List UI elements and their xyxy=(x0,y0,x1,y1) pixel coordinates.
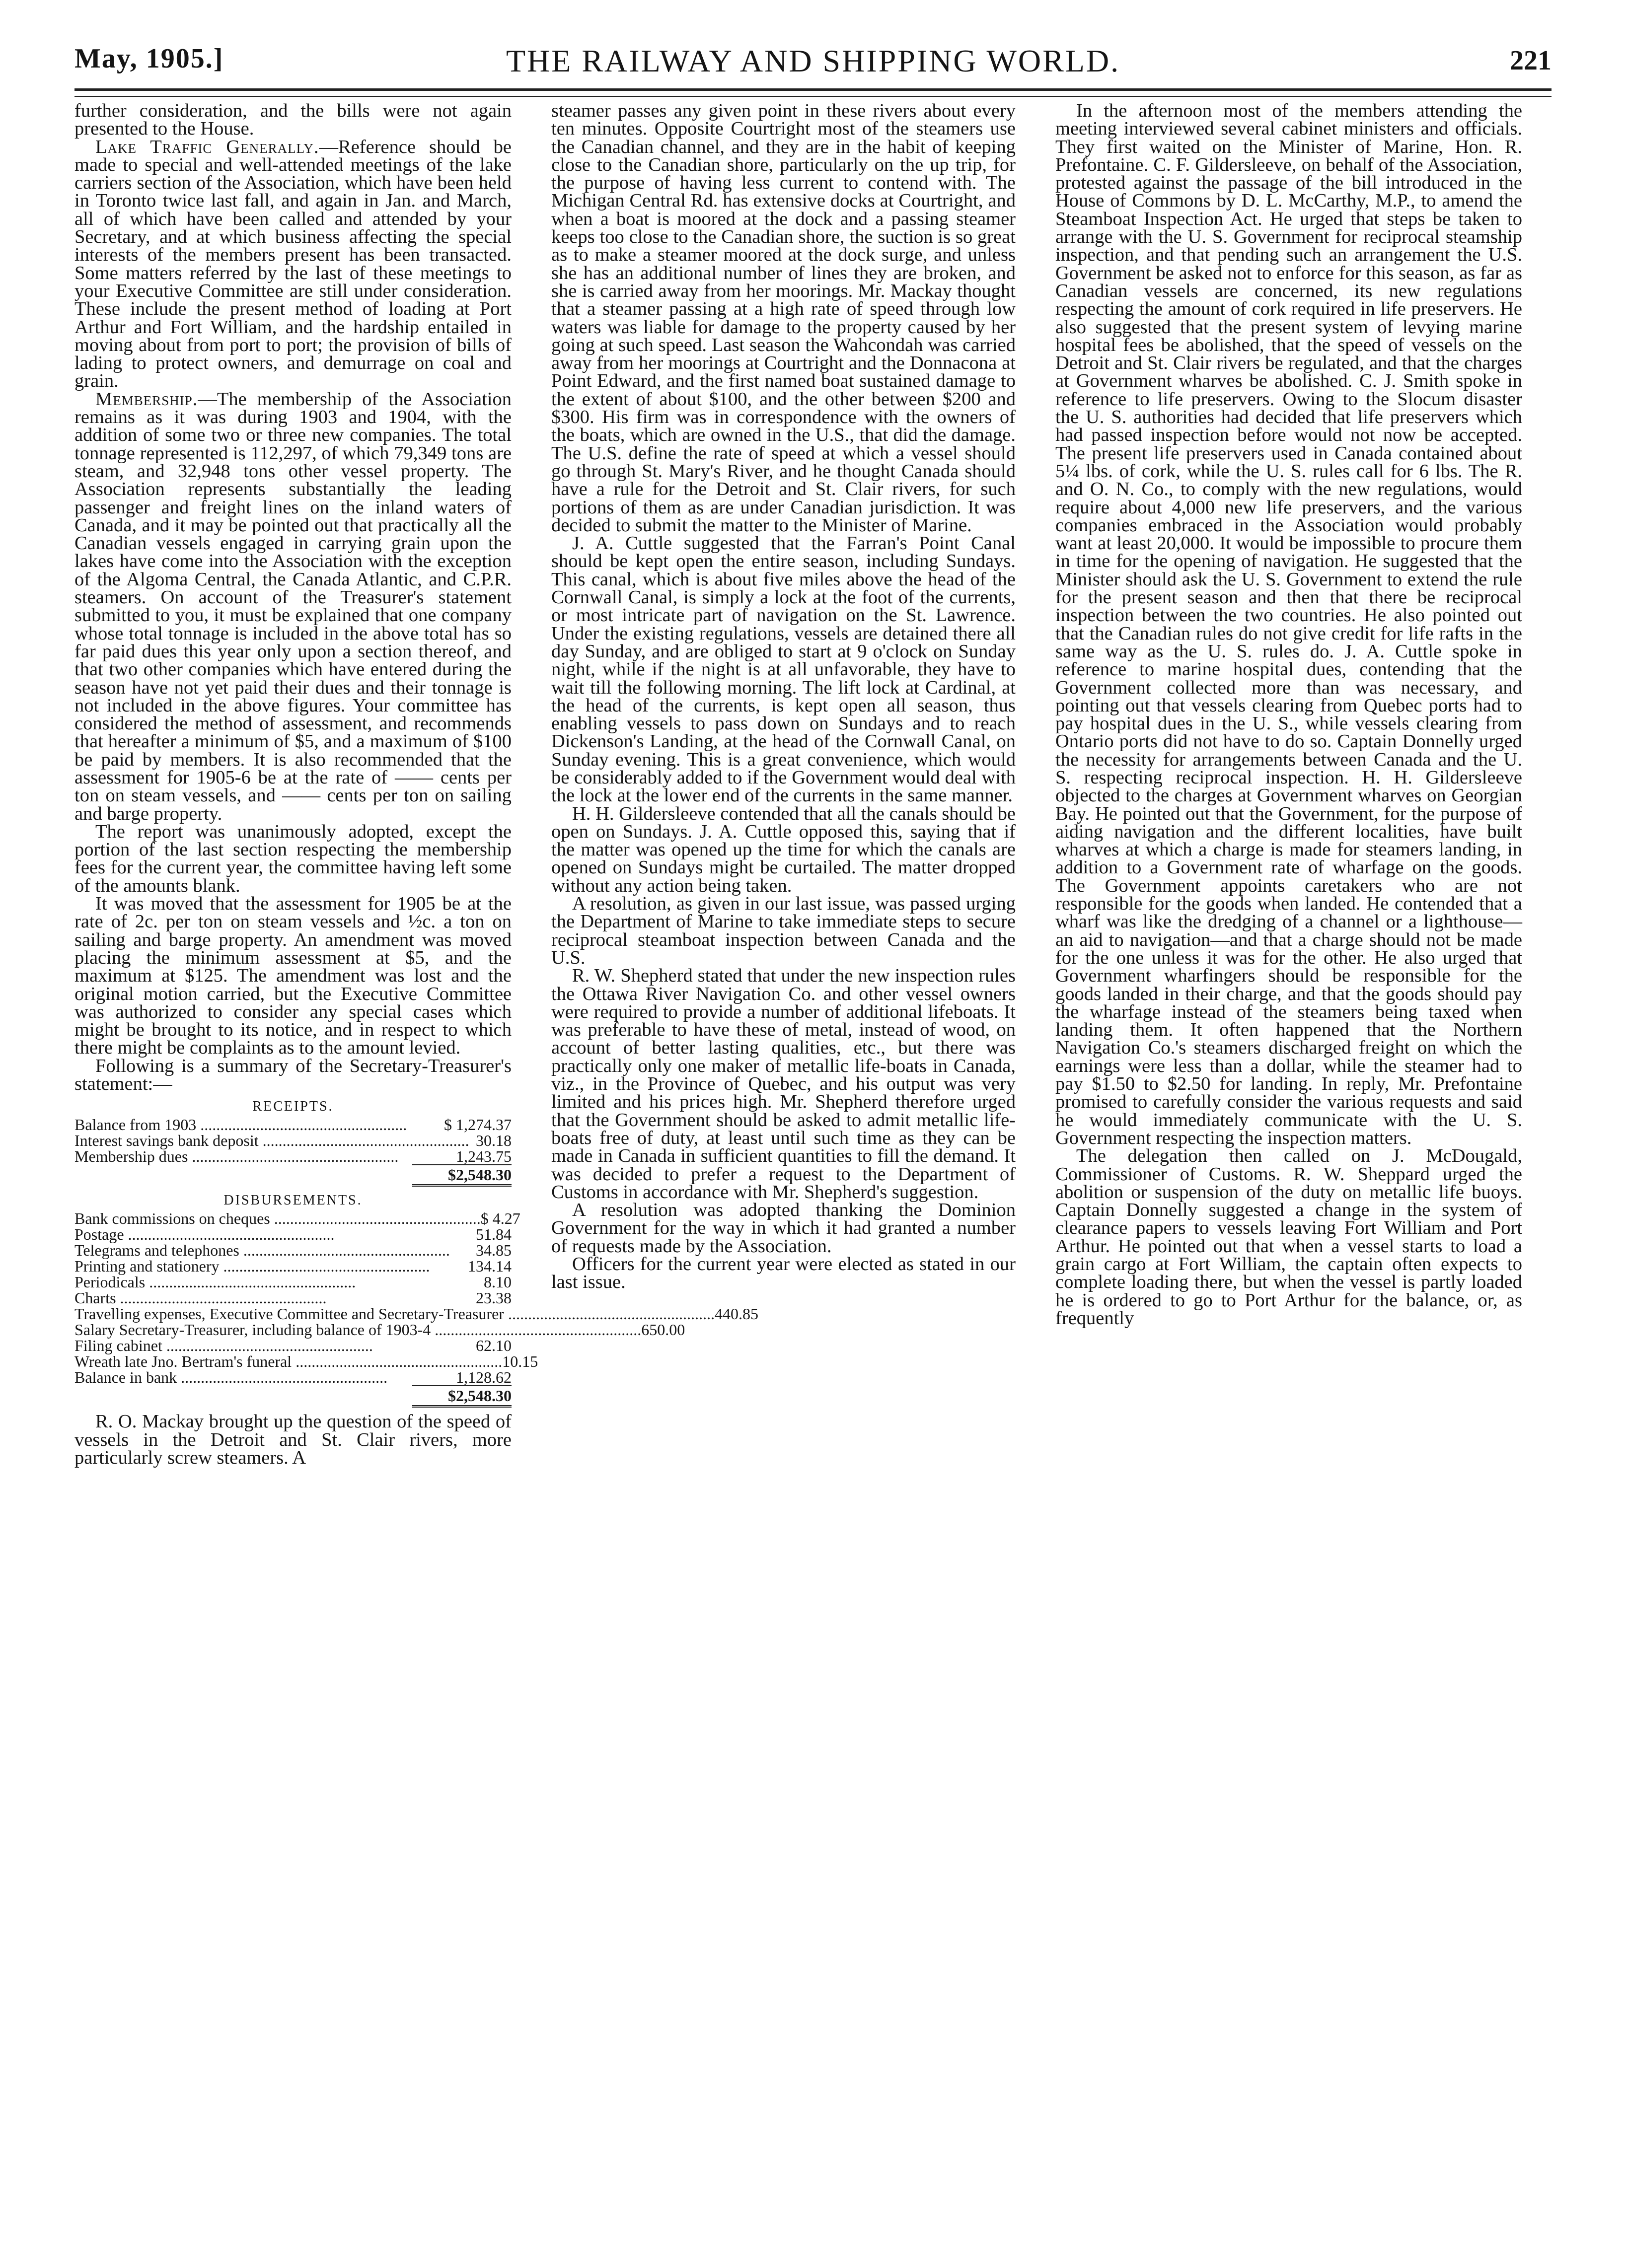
item-amount: 34.85 xyxy=(476,1241,512,1260)
section-heading: Membership. xyxy=(95,388,198,410)
paragraph-text: —Reference should be made to special and well-attended meetings of the lake carriers section of the Association, which have been held in Toronto twice last fall, and again in Jan. and March, all of which have been called and attended by your Secretary, and at which business affecting the special interests of the members present has been transacted. Some matters referred by the last of these meetings to your Executive Committee are still under consideration. These include the present method of loading at Port Arthur and Fort William, and the hardship entailed in moving about from port to port; the provision of bills of lading to protect owners, and demurrage on coal and grain. xyxy=(74,136,512,392)
paragraph: Following is a summary of the Secretary-Treasurer's statement:— xyxy=(74,1055,512,1095)
header-rule-thick xyxy=(74,88,1552,91)
publication-title: THE RAILWAY AND SHIPPING WORLD. xyxy=(506,43,1120,78)
table-row xyxy=(74,1352,538,1371)
paragraph: It was moved that the assessment for 1905 be at the rate of 2c. per ton on steam vessels and ½c. a ton on sailing and barge property. An amendment was moved placing the minimum assessment at $5, and the maximum at $125. The amendment was lost and the original motion carried, but the Executive Committee was authorized to consider any special cases which might be brought to its notice, and in respect to which there might be complaints as to the amount levied. xyxy=(74,893,512,1059)
table-row xyxy=(74,1242,512,1258)
paragraph: steamer passes any given point in these rivers about every ten minutes. Opposite Courtright most of the steamers use the Canadian channel, and they are in the habit of keeping close to the Canadian shore, particularly on the up trip, for the purpose of having less current to contend with. The Michigan Central Rd. has extensive docks at Courtright, and when a boat is moored at the dock and a passing steamer keeps too close to the Canadian shore, the suction is so great as to make a steamer moored at the dock surge, and unless she has an additional number of lines they are broken, and she is carried away from her moorings. Mr. Mackay thought that a steamer passing at a high rate of speed through low waters was liable for damage to the property caused by her going at such speed. Last season the Wahcondah was carried away from her moorings at Courtright and the Donnacona at Point Edward, and the first named boat sustained damage to the extent of about $100, and the other between $200 and $300. His firm was in correspondence with the owners of the boats, which are owned in the U.S., that did the damage. The U.S. define the rate of speed at which a vessel should go through St. Mary's River, and he thought Canada should have a rule for the Detroit and St. Clair rivers, for such portions of them as are under Canadian jurisdiction. It was decided to submit the matter to the Minister of Marine. xyxy=(551,100,1016,536)
treasurer-statement xyxy=(74,1099,758,1408)
header-rule-thin xyxy=(74,96,1552,97)
paragraph: A resolution was adopted thanking the Dominion Government for the way in which it had granted a number of requests made by the Association. xyxy=(551,1200,1016,1257)
table-row xyxy=(74,1148,512,1164)
item-label: Bank commissions on cheques ..... xyxy=(74,1210,481,1226)
item-amount: 51.84 xyxy=(476,1225,512,1244)
item-label: Postage ..... xyxy=(74,1226,417,1242)
item-label: Salary Secretary-Treasurer, including balance of 1903-4 ..... xyxy=(74,1322,641,1338)
disbursements-heading: DISBURSEMENTS. xyxy=(223,1193,363,1208)
receipts-total: $2,548.30 xyxy=(412,1164,512,1187)
item-amount: 1,128.62 xyxy=(456,1368,512,1387)
item-amount: 134.14 xyxy=(468,1257,512,1276)
item-label: Printing and stationery ..... xyxy=(74,1258,430,1274)
receipts-heading: RECEIPTS. xyxy=(252,1099,334,1115)
item-amount: 30.18 xyxy=(476,1132,512,1150)
paragraph: The delegation then called on J. McDougald, Commissioner of Customs. R. W. Sheppard urged the abolition or suspension of the duty on metallic life buoys. Captain Donnelly suggested a change in the system of clearance papers to vessels leaving Fort William and Port Arthur. He pointed out that when a vessel starts to load a grain cargo at Fort William, the captain often expects to complete loading there, but when the vessel is partly loaded he is ordered to go to Port Arthur for the balance, or, as frequently xyxy=(1055,1145,1522,1329)
issue-date: May, 1905.] xyxy=(74,43,224,74)
paragraph: R. O. Mackay brought up the question of the speed of vessels in the Detroit and St. Clair rivers, more particularly screw steamers. A xyxy=(74,1411,512,1468)
item-amount: 650.00 xyxy=(641,1321,685,1339)
item-amount: $ 4.27 xyxy=(480,1209,520,1228)
item-label: Telegrams and telephones ..... xyxy=(74,1242,450,1258)
table-row xyxy=(74,1258,512,1274)
column-right xyxy=(1055,102,1522,2212)
table-row xyxy=(74,1321,685,1339)
paragraph: J. A. Cuttle suggested that the Farran's Point Canal should be kept open the entire season, including Sundays. This canal, which is about five miles above the head of the Cornwall Canal, is simply a lock at the foot of the currents, or most intricate part of navigation on the St. Lawrence. Under the existing regulations, vessels are detained there all day Sunday, and are obliged to start at 9 o'clock on Sunday night, while if the night is at all unfavorable, they have to wait till the following morning. The lift lock at Cardinal, at the head of the currents, is kept open all season, thus enabling vessels to pass down on Sundays and to reach Dickenson's Landing, at the head of the Cornwall Canal, on Sunday evening. This is a great convenience, which would be considerably added to if the Government would deal with the lock at the lower end of the currents in the same manner. xyxy=(551,533,1016,806)
table-row xyxy=(74,1290,512,1306)
item-amount: 440.85 xyxy=(714,1305,758,1323)
column-middle xyxy=(551,102,1016,2212)
paragraph: H. H. Gildersleeve contended that all the canals should be open on Sundays. J. A. Cuttle opposed this, saying that if the matter was opened up the time for which the canals are opened on Sundays might be curtailed. The matter dropped without any action being taken. xyxy=(551,803,1016,896)
paragraph: A resolution, as given in our last issue, was passed urging the Department of Marine to take immediate steps to secure reciprocal steamboat inspection between Canada and the U.S. xyxy=(551,893,1016,968)
page-number: 221 xyxy=(1510,45,1552,76)
table-row xyxy=(74,1209,520,1228)
section-heading: Lake Traffic Generally. xyxy=(95,136,319,157)
paragraph: The report was unanimously adopted, except the portion of the last section respecting the membership fees for the current year, the committee having left some of the amounts blank. xyxy=(74,821,512,896)
item-label: Charts ..... xyxy=(74,1290,417,1306)
table-row xyxy=(74,1226,512,1242)
table-row xyxy=(74,1274,512,1290)
item-label: Balance from 1903 ..... xyxy=(74,1117,417,1133)
item-label: Balance in bank ..... xyxy=(74,1369,417,1385)
item-label: Wreath late Jno. Bertram's funeral ..... xyxy=(74,1353,502,1369)
item-amount: 1,243.75 xyxy=(456,1147,512,1166)
item-amount: $ 1,274.37 xyxy=(444,1116,512,1134)
paragraph xyxy=(74,390,512,823)
item-amount: 10.15 xyxy=(502,1352,538,1371)
paragraph-text: —The membership of the Association remains as it was during 1903 and 1904, with the addition of some two or three new companies. The total tonnage represented is 112,297, of which 79,349 tons are steam, and 32,948 tons other vessel property. The Association represents substantially the leading passenger and freight lines on the inland waters of Canada, and it may be pointed out that practically all the Canadian vessels engaged in carrying grain upon the lakes have come into the Association with the exception of the Algoma Central, the Canada Atlantic, and C.P.R. steamers. On account of the Treasurer's statement submitted to you, it must be explained that one company whose total tonnage is included in the above total has so far paid dues this year only upon a section thereof, and that two other companies which have entered during the season have not yet paid their dues and their tonnage is not included in the above figures. Your committee has considered the method of assessment, and recommends that hereafter a minimum of $5, and a maximum of $100 be paid by members. It is also recommended that the assessment for 1905-6 be at the rate of —— cents per ton on steam vessels, and —— cents per ton on sailing and barge property. xyxy=(74,388,512,824)
table-row xyxy=(74,1117,512,1133)
item-label: Periodicals ..... xyxy=(74,1274,417,1290)
table-row xyxy=(74,1338,512,1353)
paragraph: further consideration, and the bills were not again presented to the House. xyxy=(74,100,512,140)
disbursements-total: $2,548.30 xyxy=(412,1385,512,1408)
table-row xyxy=(74,1133,512,1148)
item-amount: 62.10 xyxy=(476,1337,512,1355)
item-label: Travelling expenses, Executive Committee and Secretary-Treasurer ..... xyxy=(74,1306,715,1322)
paragraph: Officers for the current year were elected as stated in our last issue. xyxy=(551,1254,1016,1293)
paragraph: R. W. Shepherd stated that under the new inspection rules the Ottawa River Navigation Co. and other vessel owners were required to provide a number of additional lifeboats. It was preferable to have these of metal, instead of wood, on account of better lasting qualities, etc., but there was practically only one maker of metallic life-boats in Canada, viz., in the Province of Quebec, and his output was very limited and his prices high. Mr. Shepherd therefore urged that the Government should be asked to admit metallic life-boats free of duty, at least until such time as they can be made in Canada in sufficient quantities to fill the demand. It was decided to prefer a request to the Department of Customs in accordance with Mr. Shepherd's suggestion. xyxy=(551,965,1016,1203)
item-amount: 23.38 xyxy=(476,1289,512,1307)
item-amount: 8.10 xyxy=(484,1273,512,1291)
item-label: Interest savings bank deposit ..... xyxy=(74,1133,469,1148)
item-label: Filing cabinet ..... xyxy=(74,1338,417,1353)
item-label: Membership dues ..... xyxy=(74,1148,417,1164)
page-header xyxy=(74,43,1552,87)
column-left xyxy=(74,100,758,2212)
paragraph: In the afternoon most of the members attending the meeting interviewed several cabinet ministers and officials. They first waited on the Minister of Marine, Hon. R. Prefontaine. C. F. Gildersleeve, on behalf of the Association, protested against the passage of the bill introduced in the House of Commons by D. L. McCarthy, M.P., to amend the Steamboat Inspection Act. He urged that steps be taken to arrange with the U. S. Government for reciprocal steamship inspection, and that pending such an arrangement the U.S. Government be asked not to enforce for this season, as far as Canadian vessels are concerned, its new regulations respecting the amount of cork required in life preservers. He also suggested that the present system of levying marine hospital fees be abolished, that the speed of vessels on the Detroit and St. Clair rivers be regulated, and that the charges at Government wharves be abolished. C. J. Smith spoke in reference to life preservers. Owing to the Slocum disaster the U. S. authorities had decided that life preservers which had passed inspection before would not now be accepted. The present life preservers used in Canada contained about 5¼ lbs. of cork, while the U. S. rules call for 6 lbs. The R. and O. N. Co., to comply with the new regulations, would require about 4,000 new life preservers, and the various companies embraced in the Association would probably want at least 20,000. It would be impossible to procure them in time for the opening of navigation. He suggested that the Minister should ask the U. S. Government to extend the rule for the present season and then that there be reciprocal inspection between the two countries. He also pointed out that the Canadian rules do not give credit for life rafts in the same way as the U. S. rules do. J. A. Cuttle spoke in reference to marine hospital dues, contending that the Government collected more than was necessary, and pointing out that vessels clearing from Quebec ports had to pay hospital dues in the U. S., while vessels clearing from Ontario ports did not have to do so. Captain Donnelly urged the necessity for arrangements between Canada and the U. S. respecting reciprocal inspection. H. H. Gildersleeve objected to the charges at Government wharves on Georgian Bay. He pointed out that the Government, for the purpose of aiding navigation and the different localities, have built wharves at which a charge is made for steamers landing, in addition to a Government rate of wharfage on the goods. The Government appoints caretakers who are not responsible for the goods when landed. He contended that a wharf was like the dredging of a channel or a lighthouse—an aid to navigation—and that a charge should not be made for the one unless it was for the other. He also urged that Government wharfingers should be responsible for the goods landed in their charge, and that the goods should pay the wharfage instead of the steamers being taxed when landing them. It often happened that the Northern Navigation Co.'s steamers discharged freight on which the earnings were less than a dollar, while the steamer had to pay $1.50 to $2.50 for landing. In reply, Mr. Prefontaine promised to carefully consider the various requests and said he would immediately communicate with the U. S. Government respecting the inspection matters. xyxy=(1055,100,1522,1148)
table-row xyxy=(74,1369,512,1385)
paragraph xyxy=(74,138,512,390)
table-row xyxy=(74,1305,758,1323)
